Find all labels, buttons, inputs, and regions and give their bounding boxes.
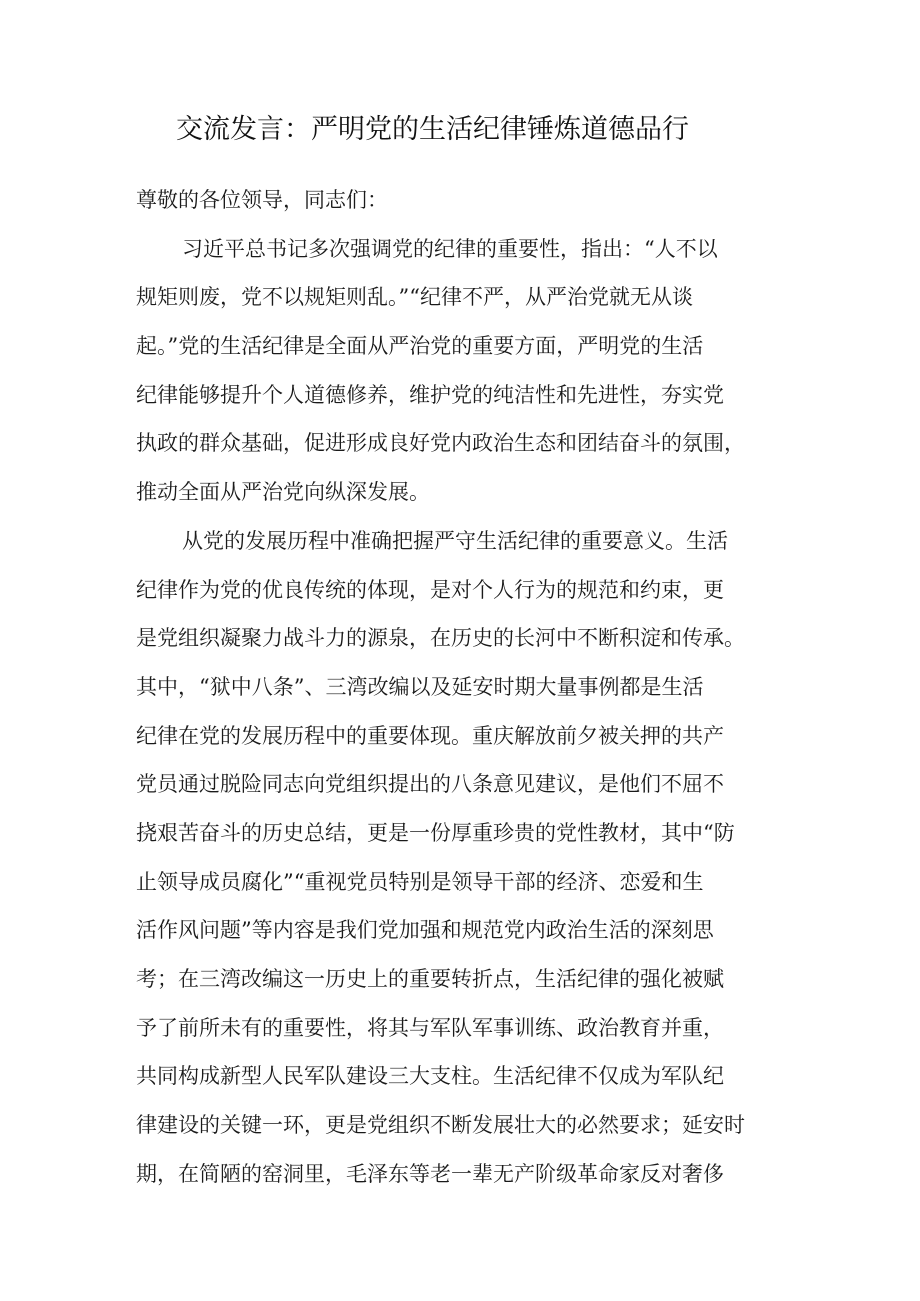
text-line: 从党的发展历程中准确把握严守生活纪律的重要意义。生活: [182, 528, 728, 553]
text-line: 习近平总书记多次强调党的纪律的重要性，指出：“人不以: [182, 236, 718, 261]
text-line: 其中，“狱中八条”、三湾改编以及延安时期大量事例都是生活: [136, 674, 704, 699]
text-line: 律建设的关键一环，更是党组织不断发展壮大的必然要求；延安时: [136, 1113, 745, 1138]
document-title: 交流发言：严明党的生活纪律锤炼道德品行: [176, 114, 689, 145]
document-body: [136, 176, 796, 1198]
text-line: 考；在三湾改编这一历史上的重要转折点，生活纪律的强化被赋: [136, 967, 724, 991]
text-line: 期，在简陋的窑洞里，毛泽东等老一辈无产阶级革命家反对奢侈: [136, 1161, 724, 1186]
text-line: 共同构成新型人民军队建设三大支柱。生活纪律不仅成为军队纪: [136, 1064, 724, 1089]
text-line: 尊敬的各位领导，同志们：: [136, 188, 388, 212]
text-line: 执政的群众基础，促进形成良好党内政治生态和团结奋斗的氛围，: [136, 431, 745, 456]
text-line: 起。”党的生活纪律是全面从严治党的重要方面，严明党的生活: [136, 334, 704, 359]
text-line: 党员通过脱险同志向党组织提出的八条意见建议，是他们不屈不: [136, 772, 724, 797]
text-line: 纪律作为党的优良传统的体现，是对个人行为的规范和约束，更: [136, 577, 724, 602]
text-line: 是党组织凝聚力战斗力的源泉，在历史的长河中不断积淀和传承。: [136, 626, 745, 651]
text-line: 纪律在党的发展历程中的重要体现。重庆解放前夕被关押的共产: [136, 723, 724, 748]
text-line: 予了前所未有的重要性，将其与军队军事训练、政治教育并重，: [136, 1015, 724, 1040]
text-line: 止领导成员腐化”“重视党员特别是领导干部的经济、恋爱和生: [136, 869, 704, 894]
text-line: 挠艰苦奋斗的历史总结，更是一份厚重珍贵的党性教材，其中“防: [136, 820, 735, 845]
text-line: 活作风问题”等内容是我们党加强和规范党内政治生活的深刻思: [136, 918, 714, 943]
text-line: 规矩则废，党不以规矩则乱。”“纪律不严，从严治党就无从谈: [136, 285, 693, 310]
text-line: 推动全面从严治党向纵深发展。: [136, 480, 430, 505]
text-line: 纪律能够提升个人道德修养，维护党的纯洁性和先进性，夯实党: [136, 382, 724, 407]
